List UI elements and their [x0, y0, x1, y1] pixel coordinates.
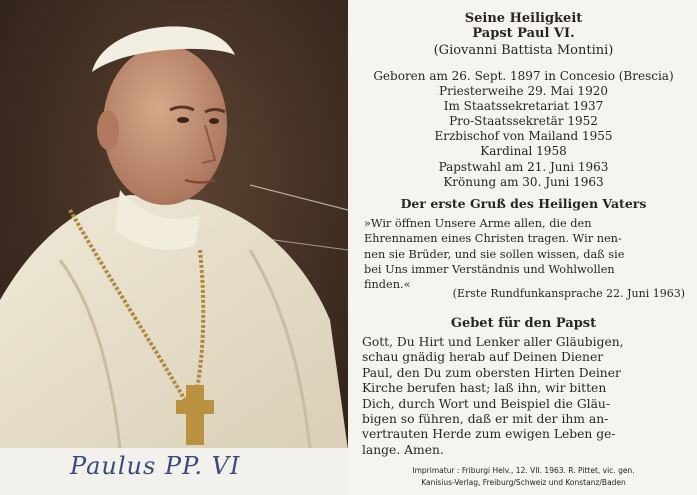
bio-line: Priesterweihe 29. Mai 1920 [439, 84, 608, 99]
imprimatur-line: Imprimatur : Friburgi Helv., 12. VII. 1963. R. Pittet, vic. gen. [412, 466, 635, 475]
greeting-quote [364, 216, 690, 292]
prayer-line: Gott, Du Hirt und Lenker aller Gläubigen, [362, 335, 624, 349]
bio-line: Erzbischof von Mailand 1955 [434, 129, 613, 144]
prayer-card-text [350, 0, 697, 495]
bio-line: Pro-Staatssekretär 1952 [449, 114, 598, 129]
bio-line: Krönung am 30. Juni 1963 [443, 174, 604, 189]
prayer-line: bigen so führen, daß er mit der ihm an- [362, 412, 609, 427]
title-birth-name: (Giovanni Battista Montini) [433, 43, 614, 58]
prayer-heading: Gebet für den Papst [450, 316, 597, 331]
prayer-line: schau gnädig herab auf Deinen Diener [362, 350, 604, 365]
prayer-line: Dich, durch Wort und Beispiel die Gläu- [362, 396, 610, 411]
prayer-line: lange. Amen. [362, 442, 444, 457]
quote-line: finden.« [364, 278, 411, 292]
prayer-text [362, 335, 692, 458]
bio-line: Geboren am 26. Sept. 1897 in Concesio (Brescia) [373, 69, 674, 83]
title-pope-name: Papst Paul VI. [472, 26, 575, 41]
bio-line: Kardinal 1958 [480, 144, 567, 159]
quote-line: »Wir öffnen Unsere Arme allen, die den [364, 217, 592, 230]
quote-line: Ehrennamen eines Christen tragen. Wir nen- [364, 232, 622, 246]
prayer-line: Kirche berufen hast; laß ihn, wir bitten [362, 381, 607, 396]
prayer-line: vertrauten Herde zum ewigen Leben ge- [362, 427, 616, 442]
bio-line: Im Staatssekretariat 1937 [443, 99, 604, 114]
prayer-line: Paul, den Du zum obersten Hirten Deiner [362, 365, 621, 380]
greeting-heading: Der erste Gruß des Heiligen Vaters [400, 196, 647, 211]
portrait-illustration [0, 0, 348, 495]
bio-line: Papstwahl am 21. Juni 1963 [438, 159, 609, 174]
pope-portrait-photo [0, 0, 348, 495]
title-his-holiness: Seine Heiligkeit [464, 11, 583, 26]
biography-list [350, 69, 697, 190]
papal-signature: Paulus PP. VI [70, 452, 241, 480]
publisher-line: Kanisius-Verlag, Freiburg/Schweiz und Konstanz/Baden [421, 478, 626, 487]
quote-source: (Erste Rundfunkansprache 22. Juni 1963) [452, 287, 685, 300]
quote-line: bei Uns immer Verständnis und Wohlwollen [364, 262, 615, 276]
quote-line: nen sie Brüder, und sie sollen wissen, daß sie [364, 247, 625, 261]
